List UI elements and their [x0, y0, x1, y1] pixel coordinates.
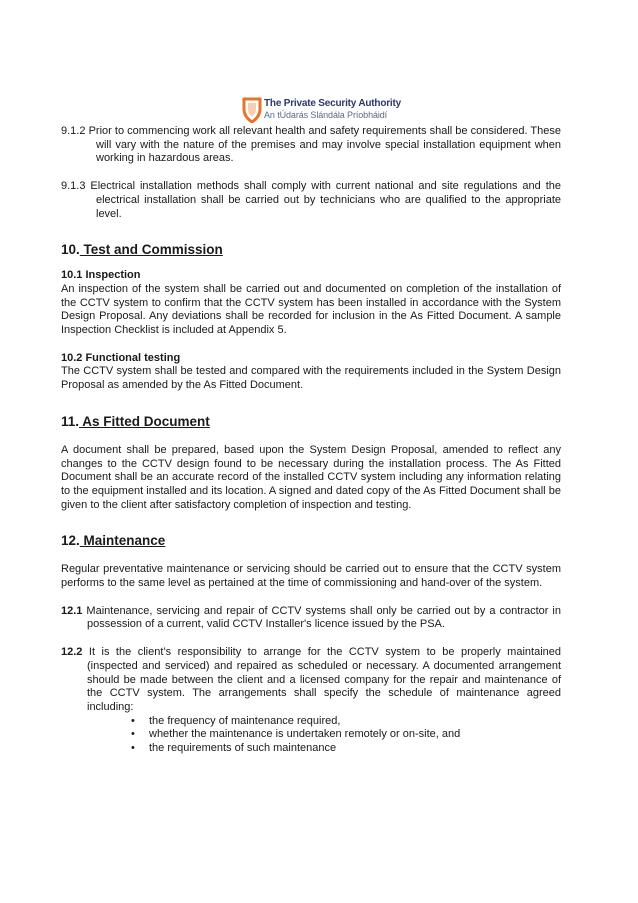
- section-heading-10: [61, 242, 561, 258]
- subsection-heading-10-1: 10.1 Inspection: [61, 269, 141, 282]
- bullet-icon: •: [131, 728, 135, 741]
- paragraph-12: Regular preventative maintenance or servicing should be carried out to ensure that the CCTV system performs to the same level as pertained at the time of commissioning and hand-over of the system.: [61, 563, 561, 590]
- bullet-icon: •: [131, 714, 135, 727]
- section-heading-12: [61, 533, 561, 549]
- section-heading-11: [61, 414, 561, 430]
- list-item: [131, 728, 561, 742]
- paragraph-text: Maintenance, servicing and repair of CCTV systems shall only be carried out by a contractor in possession of a current, valid CCTV Installer's licence issued by the PSA.: [82, 604, 561, 631]
- bullet-icon: •: [131, 742, 135, 755]
- maintenance-bullet-list: [61, 715, 561, 756]
- section-title: As Fitted Document: [79, 413, 210, 429]
- section-number: 10.: [61, 242, 80, 258]
- paragraph-number: 12.2: [61, 646, 83, 659]
- list-item-text: the requirements of such maintenance: [149, 742, 337, 755]
- paragraph-9-1-3: [61, 180, 561, 221]
- psa-logo: [242, 97, 401, 125]
- paragraph-12-2: [61, 646, 561, 715]
- paragraph-9-1-2: [61, 125, 561, 166]
- section-number: 11.: [61, 413, 80, 429]
- paragraph-text: Prior to commencing work all relevant health and safety requirements shall be considered. These will vary with the nature of the premises and may involve special installation equipment when working in hazardous areas.: [88, 125, 561, 165]
- paragraph-number: 9.1.2: [61, 125, 86, 137]
- paragraph-number: 12.1: [61, 604, 83, 617]
- paragraph-12-1: [61, 605, 561, 632]
- paragraph-number: 9.1.3: [61, 180, 86, 193]
- subsection-heading-10-2: 10.2 Functional testing: [61, 351, 181, 364]
- list-item: [131, 742, 561, 756]
- paragraph-10-2: The CCTV system shall be tested and compared with the requirements included in the System Design Proposal as amended by the As Fitted Document.: [61, 365, 561, 392]
- section-title: Maintenance: [79, 533, 166, 549]
- shield-logo-icon: [242, 97, 262, 123]
- section-title: Test and Commission: [79, 242, 223, 258]
- paragraph-text: It is the client’s responsibility to arrange for the CCTV system to be properly maintained (inspected and serviced) and repaired as scheduled or necessary. A documented arrangement should be made between the client and a licensed company for the repair and maintenance of the CCTV system. The arrangements shall specify the schedule of maintenance agreed including:: [82, 646, 561, 713]
- paragraph-11: A document shall be prepared, based upon the System Design Proposal, amended to reflect any changes to the CCTV design found to be necessary during the installation process. The As Fitted Document shall be an accurate record of the installed CCTV system including any information relating to the equipment installed and its location. A signed and dated copy of the As Fitted Document shall be given to the client after satisfactory completion of inspection and testing.: [61, 443, 561, 511]
- list-item-text: whether the maintenance is undertaken remotely or on-site, and: [149, 728, 461, 741]
- org-name: The Private Security Authority: [264, 98, 401, 109]
- list-item: [131, 715, 561, 729]
- section-number: 12.: [61, 533, 80, 549]
- paragraph-10-1: An inspection of the system shall be carried out and documented on completion of the installation of the CCTV system to confirm that the CCTV system has been installed in accordance with the System Design Proposal. Any deviations shall be recorded for inclusion in the As Fitted Document. A sample Inspection Checklist is included at Appendix 5.: [61, 282, 561, 337]
- list-item-text: the frequency of maintenance required,: [149, 714, 341, 727]
- paragraph-text: Electrical installation methods shall comply with current national and site regulations and the electrical installation shall be carried out by technicians who are qualified to the appropriate level.: [90, 180, 562, 220]
- org-name-irish: An tÚdarás Slándála Príobháidí: [264, 110, 388, 120]
- document-body: [61, 125, 561, 756]
